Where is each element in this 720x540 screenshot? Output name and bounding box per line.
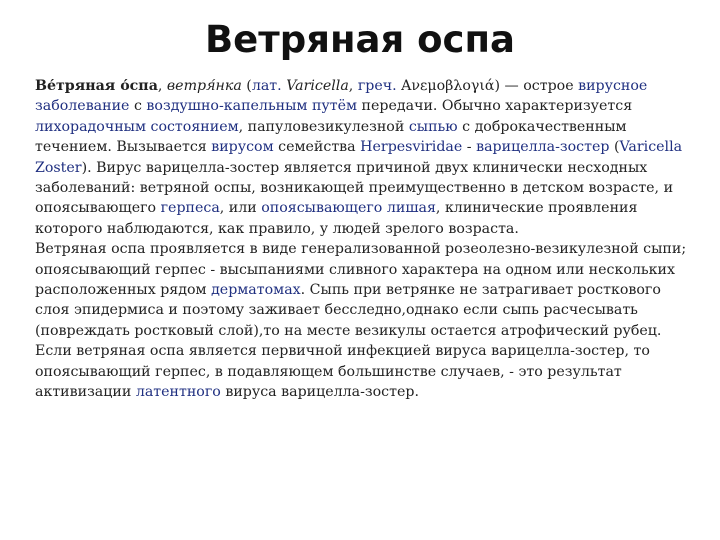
- text-run: с доброкачественным течением. Вызывается: [35, 118, 627, 156]
- wiki-link[interactable]: лихорадочным состоянием: [35, 118, 239, 135]
- text-run: ,: [348, 78, 358, 94]
- wiki-link[interactable]: вирусное заболевание: [35, 78, 648, 115]
- text-run: передачи. Обычно характеризуется: [357, 98, 633, 115]
- text-run: , клинические проявления которого наблюдаются, как правило, у людей зрелого возраста.: [35, 200, 638, 237]
- wiki-link[interactable]: лат.: [251, 78, 282, 94]
- text-run: -: [462, 139, 477, 156]
- text-run: семейства: [273, 139, 361, 156]
- text-run: ,: [157, 78, 167, 94]
- wiki-link[interactable]: дерматомах: [211, 282, 301, 299]
- text-run: (: [241, 78, 252, 94]
- text-run: Ветряная оспа проявляется в виде генерализованной розеолезно-везикулезной сыпи; опоясывающий герпес - высыпаниями сливного характера на одном или нескольких расположенных рядом: [35, 241, 687, 299]
- term-italic: ветря́нка: [166, 78, 242, 94]
- wiki-link[interactable]: сыпью: [408, 118, 458, 135]
- text-run: Если ветряная оспа является первичной инфекцией вируса варицелла-зостер, то опоясывающий герпес, в подавляющем большинстве случаев, - это результат активизации: [35, 343, 650, 401]
- term-italic: Varicella: [286, 78, 349, 94]
- wiki-link[interactable]: герпеса: [160, 200, 220, 217]
- wiki-link[interactable]: греч.: [357, 78, 397, 94]
- text-run: , или: [219, 200, 262, 217]
- wiki-link[interactable]: воздушно-капельным путём: [146, 98, 358, 115]
- paragraph-symptoms: [35, 239, 695, 341]
- text-run: Ανεμοβλογιά) — острое: [396, 78, 579, 94]
- wiki-link[interactable]: опоясывающего лишая: [261, 200, 436, 217]
- text-run: с: [129, 98, 147, 115]
- wiki-link[interactable]: Herpesviridae: [360, 139, 463, 156]
- text-run: ). Вирус варицелла-зостер является причиной двух клинически несходных заболеваний: ветряной оспы, возникающей преимущественно в детском возрасте, и опоясывающего: [35, 159, 674, 217]
- wiki-link[interactable]: вирусом: [211, 139, 274, 156]
- paragraph-reactivation: [35, 341, 695, 402]
- wiki-link[interactable]: Varicella Zoster: [35, 139, 683, 176]
- paragraph-definition: [35, 76, 695, 239]
- slide-title: Ветряная оспа: [204, 18, 516, 61]
- text-run: , папуловезикулезной: [238, 118, 409, 135]
- term-bold: Ве́тряная о́спа: [35, 78, 158, 94]
- article-body: [35, 76, 695, 403]
- text-run: (: [609, 139, 620, 156]
- wiki-link[interactable]: варицелла-зостер: [476, 139, 610, 156]
- wiki-link[interactable]: латентного: [135, 384, 221, 401]
- text-run: . Сыпь при ветрянке не затрагивает росткового слоя эпидермиса и поэтому заживает бесследно,однако если сыпь расчесывать (повреждать ростковый слой),то на месте везикулы остается атрофический рубец.: [35, 282, 662, 339]
- text-run: вируса варицелла-зостер.: [220, 384, 419, 401]
